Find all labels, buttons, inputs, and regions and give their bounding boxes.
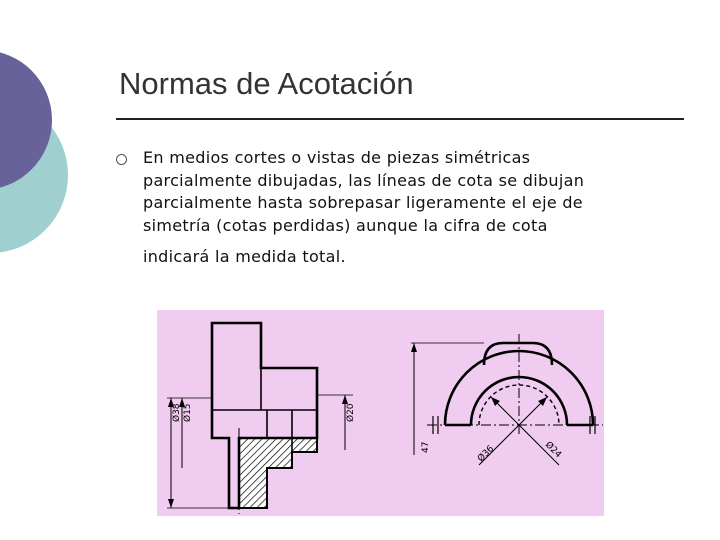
bullet-line: parcialmente dibujadas, las líneas de cota se dibujan	[143, 170, 585, 190]
decorative-circles	[0, 0, 80, 290]
bullet-line: simetría (cotas perdidas) aunque la cifra de cota	[143, 215, 548, 235]
dimension-label: 47	[421, 441, 431, 453]
dimension-label: Ø36	[476, 443, 497, 465]
bullet-line: indicará la medida total.	[143, 247, 346, 266]
technical-drawing	[157, 310, 604, 516]
bullet-text	[143, 147, 673, 269]
dimension-label: Ø15	[183, 403, 193, 422]
figure-background	[157, 310, 604, 516]
dimension-label: Ø38	[172, 403, 182, 422]
bullet-line: En medios cortes o vistas de piezas simétricas	[143, 148, 531, 167]
dimension-label: Ø20	[346, 403, 356, 422]
bullet-line: parcialmente hasta sobrepasar ligeramente el eje de	[143, 193, 583, 212]
title-divider	[116, 118, 684, 120]
bullet-circle-icon	[116, 154, 127, 165]
dimension-label: Ø24	[542, 440, 564, 461]
slide-title: Normas de Acotación	[119, 66, 414, 101]
